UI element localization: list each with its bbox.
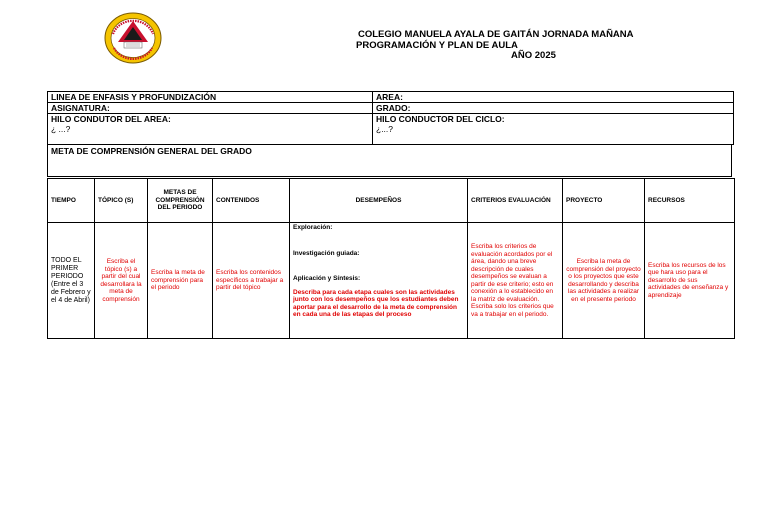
header-criterios: CRITERIOS EVALUACIÓN: [468, 179, 563, 223]
cell-contenidos: Escriba los contenidos específicos a trabajar a partir del tópico: [213, 223, 290, 339]
aplicacion-label: Aplicación y Síntesis:: [293, 275, 361, 282]
header-proyecto: PROYECTO: [563, 179, 645, 223]
hilo-area-cell: [48, 114, 373, 145]
header-contenidos: CONTENIDOS: [213, 179, 290, 223]
hilo-area-question: ¿ ...?: [51, 124, 71, 134]
hilo-ciclo-question: ¿...?: [376, 124, 394, 134]
header-subtitle: PROGRAMACIÓN Y PLAN DE AULA: [356, 40, 518, 51]
header-tiempo: TIEMPO: [48, 179, 95, 223]
grado-label: GRADO:: [373, 103, 734, 114]
area-label: AREA:: [373, 92, 734, 103]
linea-enfasis-label: LINEA DE ENFASIS Y PROFUNDIZACIÓN: [48, 92, 373, 103]
header-year: AÑO 2025: [511, 50, 556, 61]
cell-recursos: Escriba los recursos de los que hara uso para el desarrollo de sus actividades de enseñanza y aprendizaje: [645, 223, 735, 339]
exploracion-label: Exploración:: [293, 224, 333, 231]
cell-proyecto: Escriba la meta de comprensión del proyecto o los proyectos que este desarrollando y describa las actividades a realizar en el presente periodo: [563, 223, 645, 339]
plan-table: [47, 178, 735, 339]
meta-comprension-label: META DE COMPRENSIÓN GENERAL DEL GRADO: [51, 146, 252, 156]
hilo-ciclo-label: HILO CONDUCTOR DEL CICLO:: [376, 114, 505, 124]
general-info-table: [47, 91, 734, 145]
hilo-area-label: HILO CONDUTOR DEL AREA:: [51, 114, 171, 124]
cell-criterios: Escriba los criterios de evaluación acordados por el área, dando una breve descripción de cuales desempeños se evaluan a partir de ese criterio; esto en conexión a lo establecido en la matriz de evaluación. Escriba solo los criterios que va a trabajar en el periodo.: [468, 223, 563, 339]
header-school-name: COLEGIO MANUELA AYALA DE GAITÁN JORNADA MAÑANA: [358, 29, 634, 40]
meta-comprension-box: [47, 144, 732, 177]
plan-row: [48, 223, 735, 339]
header-metas: METAS DE COMPRENSIÓN DEL PERIODO: [148, 179, 213, 223]
school-crest-icon: [104, 12, 162, 64]
desempenos-instructions: Describa para cada etapa cuales son las actividades junto con los desempeños que los estudiantes deben aportar para el desarrollo de la meta de comprensión en cada una de las etapas del proceso: [293, 288, 459, 318]
header-topicos: TÓPICO (S): [95, 179, 148, 223]
header-desempenos: DESEMPEÑOS: [290, 179, 468, 223]
cell-topicos: Escriba el tópico (s) a partir del cual desarrollara la meta de comprensión: [95, 223, 148, 339]
cell-tiempo: TODO EL PRIMER PERIODO (Entre el 3 de Febrero y el 4 de Abril): [48, 223, 95, 339]
asignatura-label: ASIGNATURA:: [48, 103, 373, 114]
plan-header-row: [48, 179, 735, 223]
investigacion-label: Investigación guiada:: [293, 249, 360, 257]
cell-desempenos: [290, 223, 468, 339]
cell-metas: Escriba la meta de comprensión para el periodo: [148, 223, 213, 339]
header-recursos: RECURSOS: [645, 179, 735, 223]
hilo-ciclo-cell: [373, 114, 734, 145]
